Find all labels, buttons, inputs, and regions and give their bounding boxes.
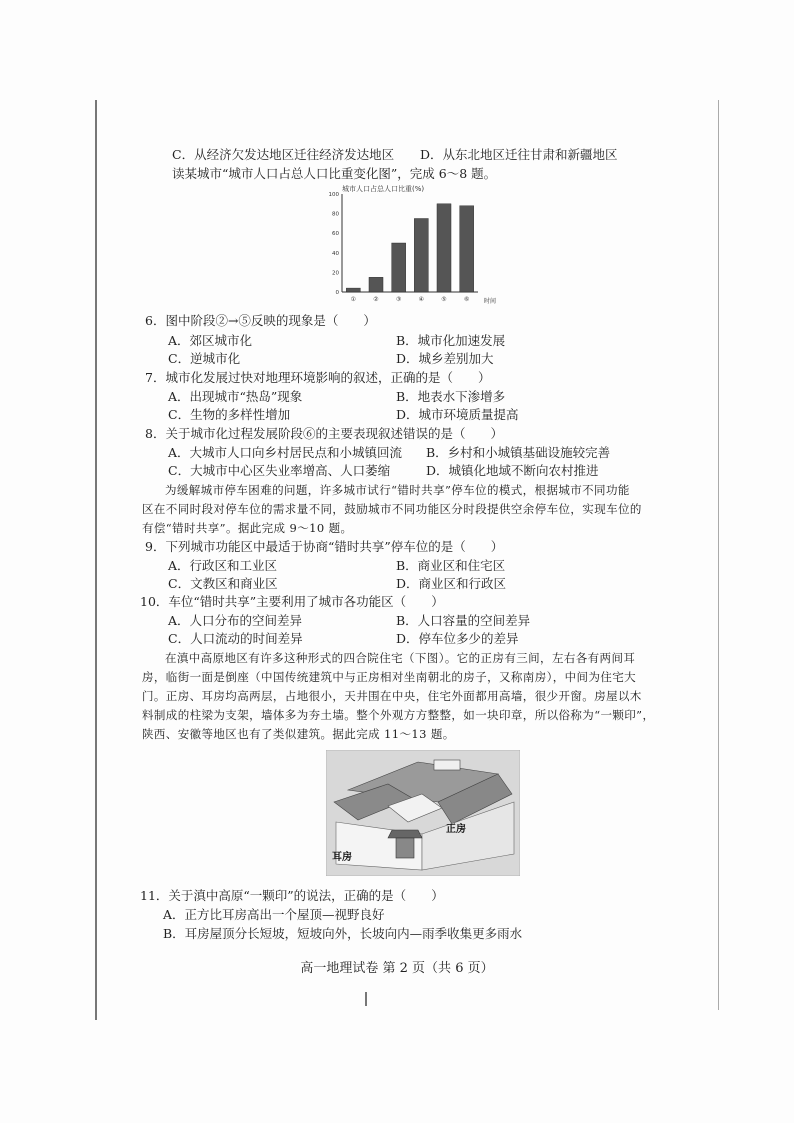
x-tick-label: ② (373, 296, 379, 303)
bar-2 (369, 277, 383, 292)
q7-stem: 7．城市化发展过快对地理环境影响的叙述，正确的是（ ） (145, 370, 491, 385)
x-tick-label: ④ (418, 296, 425, 303)
label-side-house: 耳房 (332, 852, 352, 863)
q6-option-c: C．逆城市化 (168, 351, 241, 366)
q6-stem: 6．图中阶段②→⑤反映的现象是（ ） (145, 313, 376, 328)
q6-option-d: D．城乡差别加大 (396, 351, 494, 366)
bar-5 (437, 204, 451, 292)
yikeyin-passage (142, 649, 682, 744)
page-footer: 高一地理试卷 第 2 页（共 6 页） (300, 961, 494, 976)
q10-option-a: A．人口分布的空间差异 (168, 613, 303, 628)
q8-option-c: C．大城市中心区失业率增高、人口萎缩 (168, 463, 391, 478)
parking-passage-line: 有偿“错时共享”。据此完成 9～10 题。 (142, 521, 353, 535)
q6-option-a: A．郊区城市化 (168, 333, 253, 348)
q11-option-a: A．正方比耳房高出一个屋顶—视野良好 (163, 907, 385, 922)
parking-passage-line: 区在不同时段对停车位的需求量不同，鼓励城市不同功能区分时段提供空余停车位，实现车位的 (142, 502, 642, 516)
option-c-top: C．从经济欠发达地区迁往经济发达地区 (172, 147, 395, 162)
q7-option-d: D．城市环境质量提高 (396, 407, 519, 422)
q10-option-c: C．人口流动的时间差异 (168, 631, 303, 646)
q6-option-b: B．城市化加速发展 (396, 333, 506, 348)
y-tick-label: 100 (328, 192, 339, 198)
yikeyin-passage-line: 陕西、安徽等地区也有了类似建筑。据此完成 11～13 题。 (142, 727, 455, 741)
q10-stem: 10．车位“错时共享”主要利用了城市各功能区（ ） (140, 594, 444, 609)
yikeyin-passage-line: 房，临街一面是倒座（中国传统建筑中与正房相对坐南朝北的房子，又称南房），中间为住宅大 (142, 670, 637, 684)
bar-4 (414, 219, 428, 293)
q11-option-b: B．耳房屋顶分长短坡，短坡向外，长坡向内—雨季收集更多雨水 (163, 926, 523, 941)
gate (396, 838, 414, 858)
scan-edge-left (95, 100, 97, 1020)
q10-option-d: D．停车位多少的差异 (396, 631, 519, 646)
label-main-house: 正房 (446, 824, 466, 835)
courtyard-house-illustration (326, 750, 520, 876)
q7-option-a: A．出现城市“热岛”现象 (168, 389, 303, 404)
q8-option-d: D．城镇化地域不断向农村推进 (426, 463, 599, 478)
x-tick-label: ① (350, 296, 357, 303)
option-d-top: D．从东北地区迁往甘肃和新疆地区 (420, 147, 618, 162)
q10-option-b: B．人口容量的空间差异 (396, 613, 531, 628)
q8-stem: 8．关于城市化过程发展阶段⑥的主要表现叙述错误的是（ ） (145, 426, 503, 441)
y-tick-label: 20 (332, 270, 339, 277)
bar-1 (346, 288, 360, 292)
parking-passage (142, 481, 682, 538)
parking-passage-line: 为缓解城市停车困难的问题，许多城市试行“错时共享”停车位的模式，根据城市不同功能 (165, 483, 630, 497)
q11-stem: 11．关于滇中高原“一颗印”的说法，正确的是（ ） (140, 888, 444, 903)
q7-option-c: C．生物的多样性增加 (168, 407, 291, 422)
y-tick-label: 40 (332, 250, 339, 257)
gate-roof (388, 830, 422, 838)
scan-mark-bottom (365, 992, 367, 1006)
q9-option-a: A．行政区和工业区 (168, 558, 278, 573)
population-chart (318, 182, 508, 308)
bar-6 (460, 206, 474, 292)
q9-stem: 9．下列城市功能区中最适于协商“错时共享”停车位的是（ ） (145, 539, 504, 554)
x-tick-label: ⑥ (463, 296, 470, 303)
x-axis-label: 时间 (484, 298, 497, 305)
yikeyin-passage-line: 料制成的柱梁为支架，墙体多为夯土墙。整个外观方方整整，如一块印章，所以俗称为“一颗印”， (142, 708, 655, 722)
y-tick-label: 80 (332, 211, 339, 218)
y-tick-label: 60 (332, 231, 339, 238)
yikeyin-passage-line: 门。正房、耳房均高两层，占地很小，天井围在中央，住宅外面都用高墙，很少开窗。房屋以木 (142, 689, 642, 703)
q9-option-d: D．商业区和行政区 (396, 576, 507, 591)
y-tick-label: 0 (335, 290, 339, 296)
roof-window (434, 760, 460, 770)
x-tick-label: ⑤ (441, 296, 447, 303)
scan-edge-right (718, 100, 719, 1010)
chart-intro: 读某城市“城市人口占总人口比重变化图”，完成 6～8 题。 (172, 166, 497, 181)
chart-title: 城市人口占总人口比重(%) (342, 185, 425, 193)
bar-3 (392, 243, 406, 292)
q8-option-b: B．乡村和小城镇基础设施较完善 (426, 445, 611, 460)
q7-option-b: B．地表水下渗增多 (396, 389, 506, 404)
q9-option-b: B．商业区和住宅区 (396, 558, 506, 573)
yikeyin-passage-line: 在滇中高原地区有许多这种形式的四合院住宅（下图）。它的正房有三间，左右各有两间耳 (165, 651, 636, 665)
q9-option-c: C．文教区和商业区 (168, 576, 278, 591)
x-tick-label: ③ (395, 296, 402, 303)
q8-option-a: A．大城市人口向乡村居民点和小城镇回流 (168, 445, 403, 460)
